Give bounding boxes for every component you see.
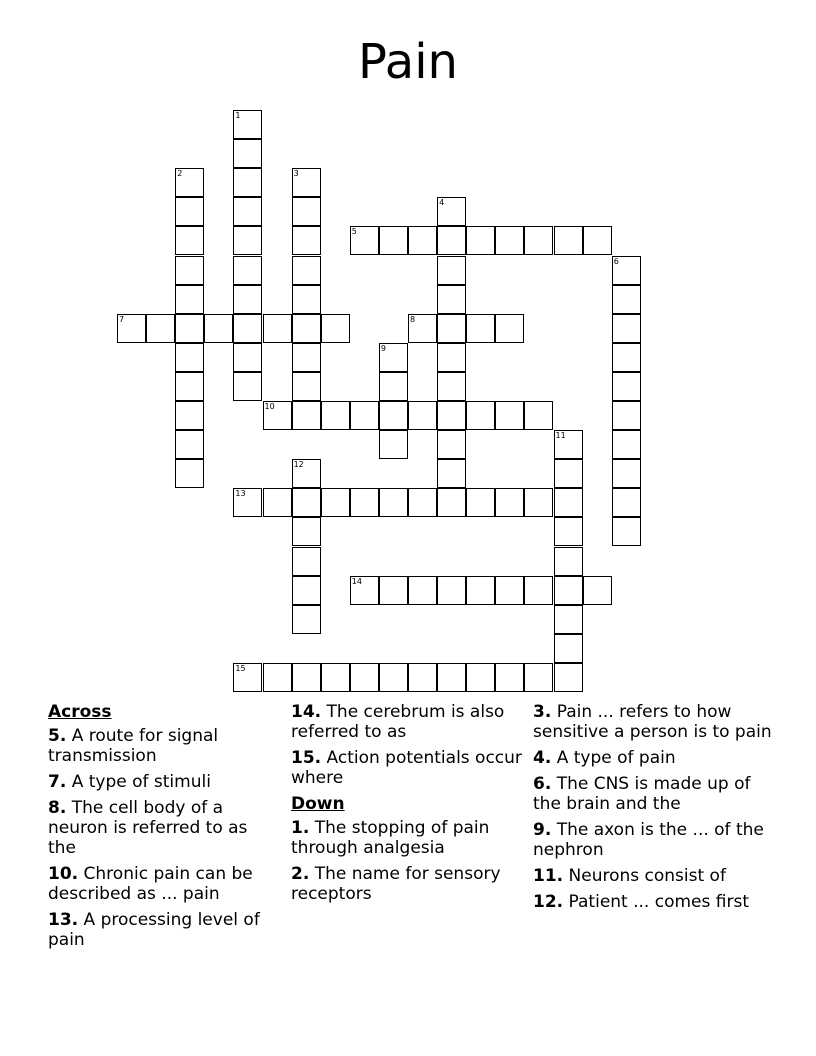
grid-cell[interactable]: [175, 372, 204, 401]
grid-cell[interactable]: [554, 634, 583, 663]
grid-cell[interactable]: [437, 256, 466, 285]
clue-number: 12: [293, 460, 304, 470]
grid-cell[interactable]: [263, 663, 292, 692]
grid-cell[interactable]: [495, 663, 524, 692]
grid-cell[interactable]: [350, 576, 379, 605]
grid-cell[interactable]: [292, 285, 321, 314]
grid-cell[interactable]: [554, 430, 583, 459]
grid-cell[interactable]: [175, 343, 204, 372]
grid-cell[interactable]: [175, 197, 204, 226]
clue-down-12: 12. Patient ... comes first: [533, 892, 749, 912]
grid-cell[interactable]: [292, 459, 321, 488]
grid-cell[interactable]: [379, 401, 408, 430]
clue-number: 10: [264, 402, 275, 411]
grid-cell[interactable]: [612, 314, 641, 343]
grid-cell[interactable]: [379, 430, 408, 459]
grid-cell[interactable]: [292, 256, 321, 285]
grid-cell[interactable]: [437, 197, 466, 226]
clue-number: 14: [351, 576, 362, 586]
grid-cell[interactable]: [524, 401, 553, 430]
grid-cell[interactable]: [233, 139, 262, 168]
grid-cell[interactable]: [233, 372, 262, 401]
grid-cell[interactable]: [612, 488, 641, 517]
clue-across-15: 15. Action potentials occur where: [291, 748, 522, 788]
grid-cell[interactable]: [554, 488, 583, 517]
grid-cell[interactable]: [554, 517, 583, 546]
grid-cell[interactable]: [350, 401, 379, 430]
grid-cell[interactable]: [292, 168, 321, 197]
grid-cell[interactable]: [495, 226, 524, 255]
clue-down-11: 11. Neurons consist of: [533, 866, 726, 886]
grid-cell[interactable]: [437, 401, 466, 430]
grid-cell[interactable]: [292, 663, 321, 692]
clue-across-8: 8. The cell body of a neuron is referred to as the: [48, 798, 248, 858]
grid-cell[interactable]: [263, 401, 292, 430]
grid-cell[interactable]: [146, 314, 175, 343]
grid-cell[interactable]: [554, 547, 583, 576]
grid-cell[interactable]: [554, 605, 583, 634]
clue-number: 1: [235, 111, 241, 120]
grid-cell[interactable]: [495, 576, 524, 605]
grid-cell[interactable]: [350, 226, 379, 255]
clues-column-1: [48, 702, 280, 956]
grid-cell[interactable]: [292, 372, 321, 401]
grid-cell[interactable]: [379, 226, 408, 255]
grid-cell[interactable]: [524, 576, 553, 605]
grid-cell[interactable]: [495, 488, 524, 517]
grid-cell[interactable]: [466, 488, 495, 517]
grid-cell[interactable]: [495, 314, 524, 343]
grid-cell[interactable]: [350, 663, 379, 692]
grid-cell[interactable]: [233, 663, 262, 692]
grid-cell[interactable]: [524, 663, 553, 692]
grid-cell[interactable]: [437, 372, 466, 401]
clues-column-3: [533, 702, 773, 918]
grid-cell[interactable]: [583, 226, 612, 255]
grid-cell[interactable]: [612, 401, 641, 430]
grid-cell[interactable]: [524, 226, 553, 255]
grid-cell[interactable]: [175, 401, 204, 430]
grid-cell[interactable]: [437, 285, 466, 314]
grid-cell[interactable]: [175, 226, 204, 255]
clue-number: 4: [439, 198, 445, 208]
grid-cell[interactable]: [466, 401, 495, 430]
grid-cell[interactable]: [175, 168, 204, 197]
grid-cell[interactable]: [233, 197, 262, 226]
grid-cell[interactable]: [233, 285, 262, 314]
grid-cell[interactable]: [524, 488, 553, 517]
grid-cell[interactable]: [379, 488, 408, 517]
grid-cell[interactable]: [408, 488, 437, 517]
grid-cell[interactable]: [612, 256, 641, 285]
grid-cell[interactable]: [437, 343, 466, 372]
clue-number: 13: [235, 489, 246, 499]
grid-cell[interactable]: [175, 285, 204, 314]
grid-cell[interactable]: [612, 372, 641, 401]
clue-across-13: 13. A processing level of pain: [48, 910, 260, 950]
across-heading: Across: [48, 702, 112, 722]
grid-cell[interactable]: [437, 314, 466, 343]
grid-cell[interactable]: [175, 430, 204, 459]
clue-down-3: 3. Pain ... refers to how sensitive a person is to pain: [533, 702, 772, 742]
clue-down-4: 4. A type of pain: [533, 748, 676, 768]
clue-down-1: 1. The stopping of pain through analgesia: [291, 818, 490, 858]
grid-cell[interactable]: [466, 663, 495, 692]
grid-cell[interactable]: [379, 372, 408, 401]
grid-cell[interactable]: [321, 401, 350, 430]
grid-cell[interactable]: [437, 576, 466, 605]
grid-cell[interactable]: [408, 401, 437, 430]
grid-cell[interactable]: [292, 314, 321, 343]
grid-cell[interactable]: [292, 576, 321, 605]
grid-cell[interactable]: [466, 314, 495, 343]
grid-cell[interactable]: [612, 430, 641, 459]
puzzle-title: Pain: [358, 34, 458, 90]
grid-cell[interactable]: [292, 488, 321, 517]
grid-cell[interactable]: [612, 285, 641, 314]
grid-cell[interactable]: [612, 459, 641, 488]
grid-cell[interactable]: [554, 459, 583, 488]
clue-number: 6: [613, 256, 619, 266]
clue-number: 5: [351, 227, 357, 237]
down-heading: Down: [291, 794, 345, 814]
grid-cell[interactable]: [263, 488, 292, 517]
grid-cell[interactable]: [292, 197, 321, 226]
clue-number: 15: [235, 663, 246, 673]
grid-cell[interactable]: [292, 226, 321, 255]
grid-cell[interactable]: [408, 314, 437, 343]
grid-cell[interactable]: [233, 488, 262, 517]
grid-cell[interactable]: [612, 343, 641, 372]
grid-cell[interactable]: [408, 226, 437, 255]
grid-cell[interactable]: [292, 605, 321, 634]
grid-cell[interactable]: [233, 110, 262, 139]
grid-cell[interactable]: [437, 488, 466, 517]
grid-cell[interactable]: [321, 663, 350, 692]
clue-number: 11: [555, 431, 566, 441]
clue-number: 7: [119, 314, 125, 324]
grid-cell[interactable]: [437, 226, 466, 255]
clue-number: 8: [410, 314, 416, 324]
grid-cell[interactable]: [437, 663, 466, 692]
grid-cell[interactable]: [175, 459, 204, 488]
grid-cell[interactable]: [233, 256, 262, 285]
grid-cell[interactable]: [612, 517, 641, 546]
grid-cell[interactable]: [292, 401, 321, 430]
clue-down-9: 9. The axon is the ... of the nephron: [533, 820, 764, 860]
grid-cell[interactable]: [379, 576, 408, 605]
grid-cell[interactable]: [292, 343, 321, 372]
grid-cell[interactable]: [379, 663, 408, 692]
grid-cell[interactable]: [233, 343, 262, 372]
grid-cell[interactable]: [437, 459, 466, 488]
clue-across-7: 7. A type of stimuli: [48, 772, 211, 792]
clue-down-2: 2. The name for sensory receptors: [291, 864, 501, 904]
grid-cell[interactable]: [292, 517, 321, 546]
clue-number: 9: [380, 343, 386, 353]
grid-cell[interactable]: [408, 663, 437, 692]
clues-column-2: [291, 702, 523, 910]
grid-cell[interactable]: [495, 401, 524, 430]
clue-number: 2: [177, 169, 183, 179]
grid-cell[interactable]: [408, 576, 437, 605]
clue-across-14: 14. The cerebrum is also referred to as: [291, 702, 505, 742]
grid-cell[interactable]: [583, 576, 612, 605]
grid-cell[interactable]: [379, 343, 408, 372]
grid-cell[interactable]: [117, 314, 146, 343]
grid-cell[interactable]: [554, 663, 583, 692]
grid-cell[interactable]: [554, 576, 583, 605]
grid-cell[interactable]: [466, 576, 495, 605]
grid-cell[interactable]: [321, 488, 350, 517]
clue-across-5: 5. A route for signal transmission: [48, 726, 219, 766]
grid-cell[interactable]: [233, 314, 262, 343]
grid-cell[interactable]: [321, 314, 350, 343]
grid-cell[interactable]: [437, 430, 466, 459]
clue-down-6: 6. The CNS is made up of the brain and the: [533, 774, 751, 814]
grid-cell[interactable]: [175, 314, 204, 343]
grid-cell[interactable]: [263, 314, 292, 343]
grid-cell[interactable]: [233, 168, 262, 197]
grid-cell[interactable]: [350, 488, 379, 517]
grid-cell[interactable]: [554, 226, 583, 255]
clue-number: 3: [293, 169, 299, 179]
grid-cell[interactable]: [175, 256, 204, 285]
grid-cell[interactable]: [204, 314, 233, 343]
grid-cell[interactable]: [233, 226, 262, 255]
grid-cell[interactable]: [292, 547, 321, 576]
clue-across-10: 10. Chronic pain can be described as ... pain: [48, 864, 253, 904]
grid-cell[interactable]: [466, 226, 495, 255]
